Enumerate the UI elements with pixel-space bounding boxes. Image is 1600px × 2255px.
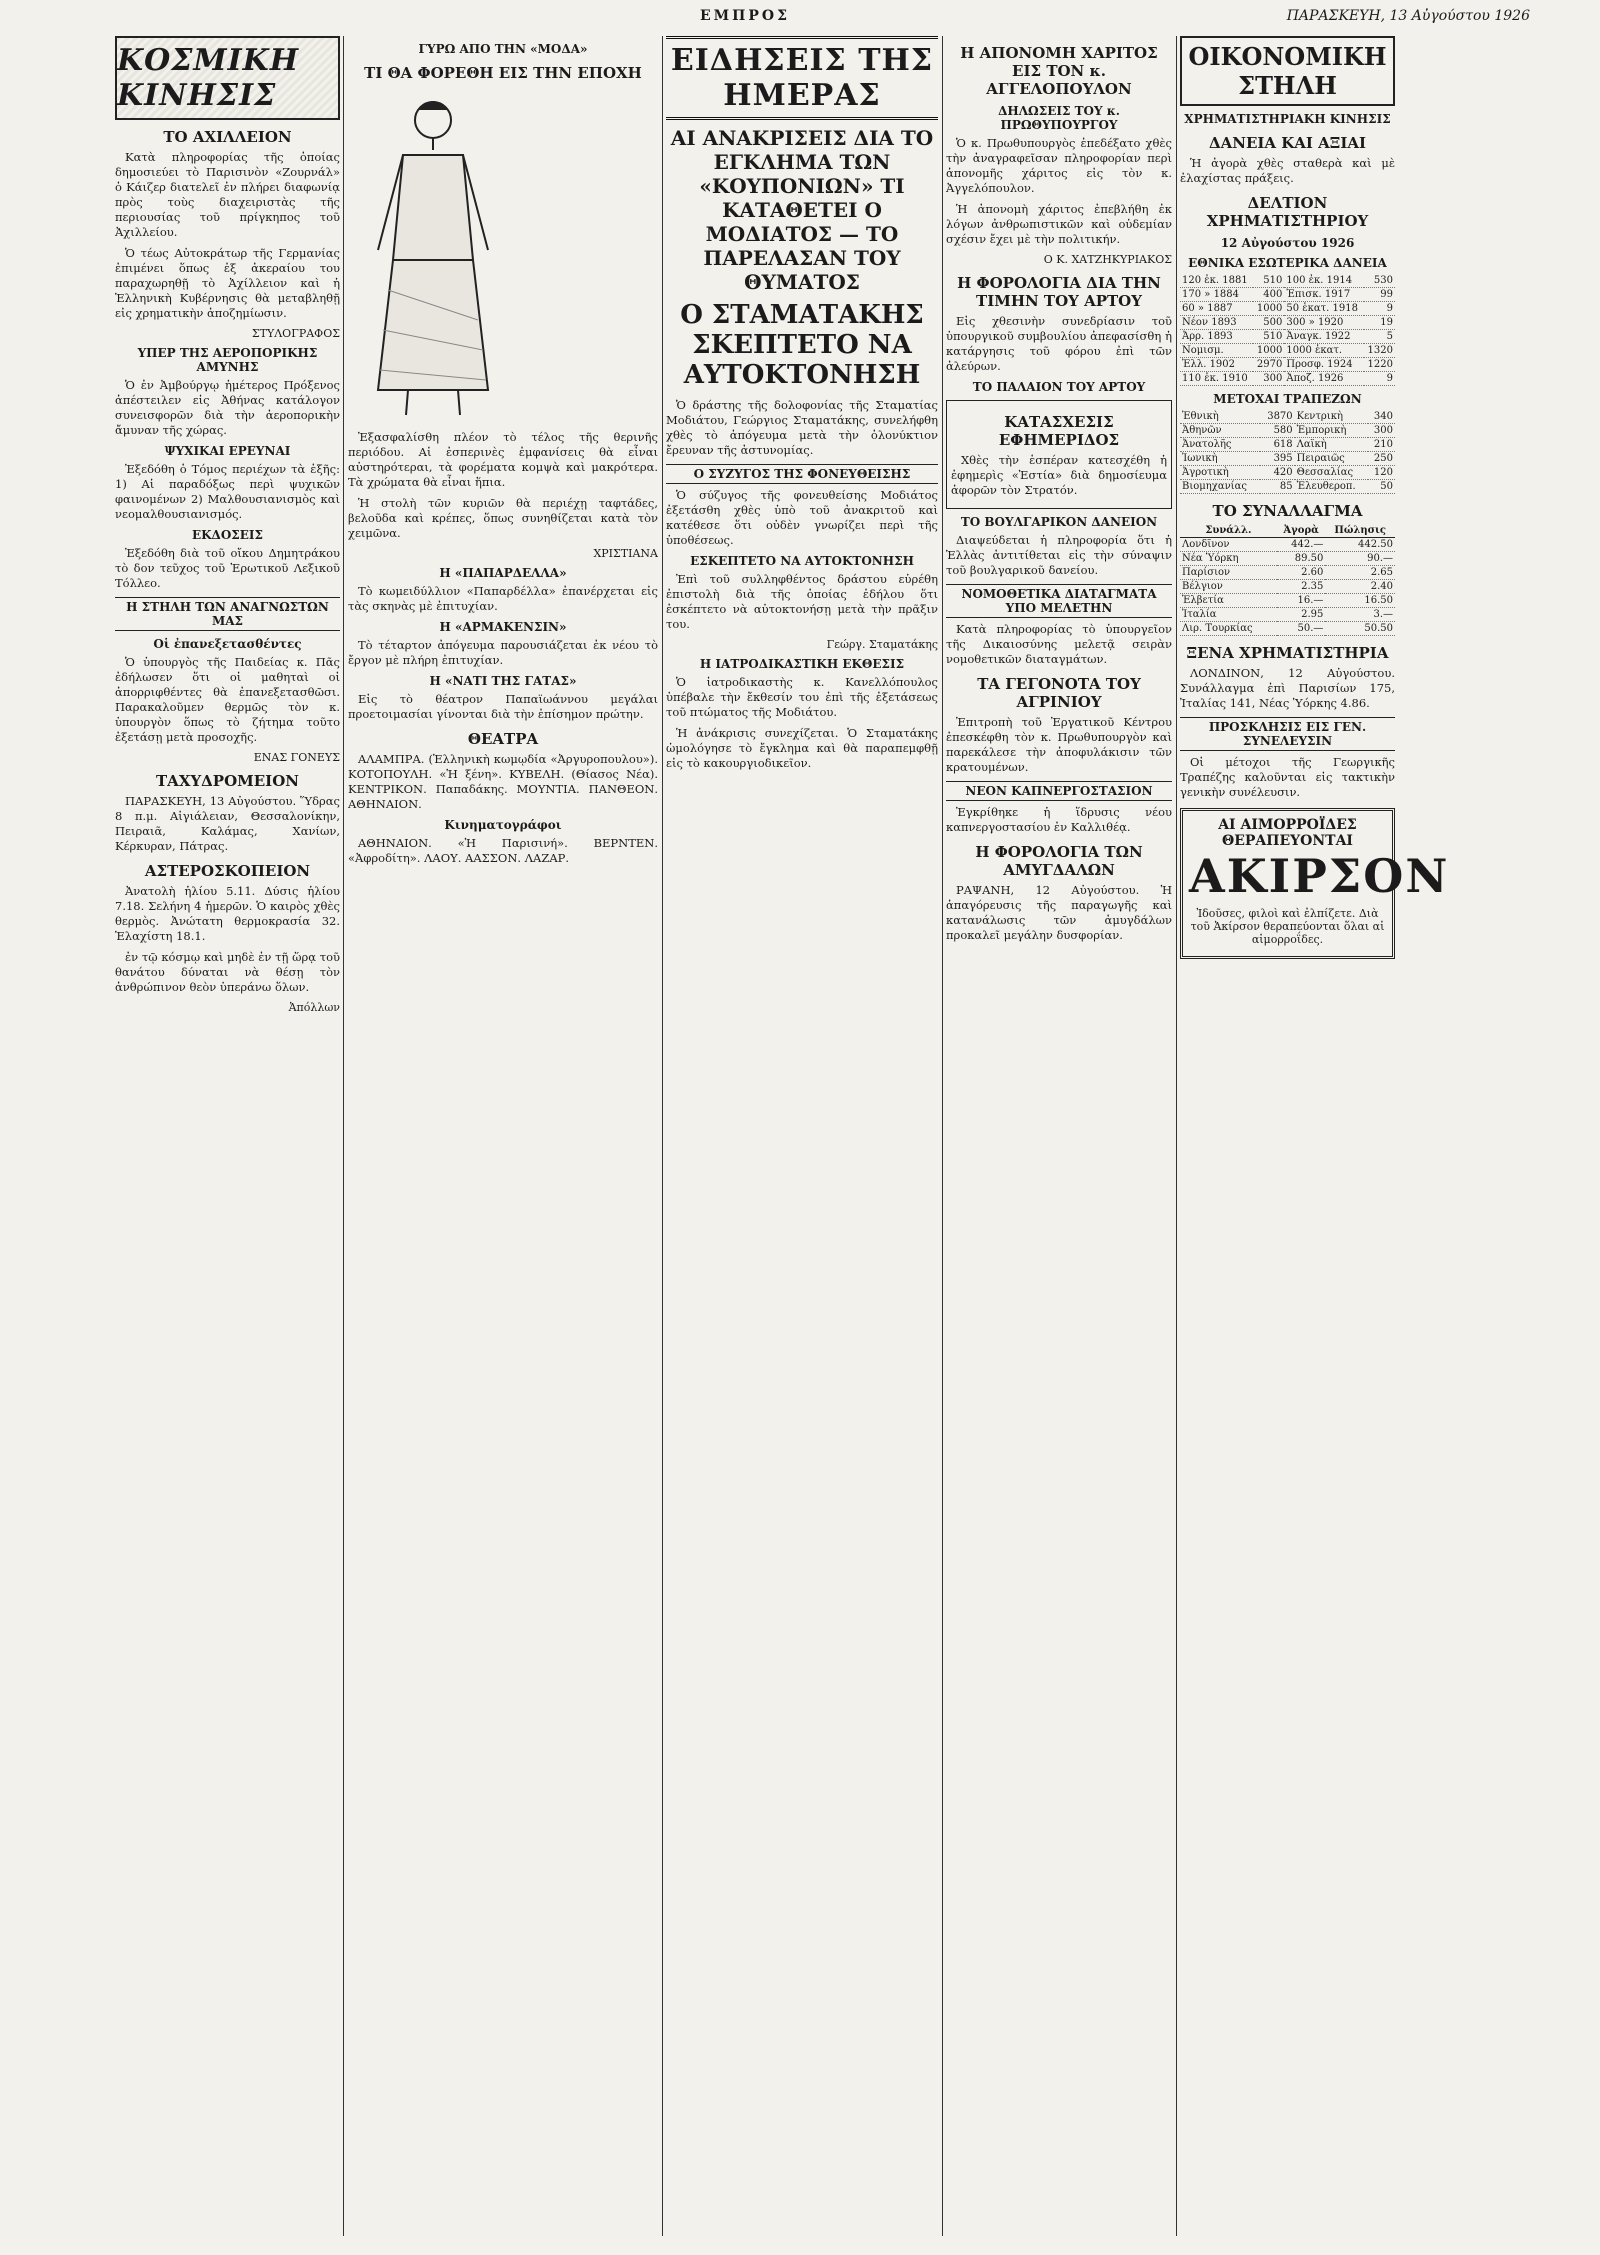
table-cell: 16.— [1277,594,1326,608]
heading-almonds: Η ΦΟΡΟΛΟΓΙΑ ΤΩΝ ΑΜΥΓΔΑΛΩΝ [975,843,1143,879]
loan-row [1180,288,1395,302]
newspaper-name: ΕΜΠΡΟΣ [700,8,791,24]
table-cell: 250 [1368,452,1395,466]
table-cell: Ἀποζ. 1926 [1284,372,1364,386]
table-cell: Ἰωνικὴ [1180,452,1260,466]
column-header: Ἀγορὰ [1277,524,1326,538]
article-text: Χθὲς τὴν ἑσπέραν κατεσχέθη ἡ ἐφημερὶς «Ἑστία» διὰ δημοσίευμα ἀφορῶν τὸν Στρατόν. [951,453,1167,497]
heading-achilleion: ΤΟ ΑΧΙΛΛΕΙΟΝ [163,128,292,146]
exchange-row [1180,566,1395,580]
table-cell: 89.50 [1277,552,1326,566]
table-cell: 100 ἐκ. 1914 [1284,274,1364,288]
table-cell: Ἐπισκ. 1917 [1284,288,1364,302]
table-cell: Λονδῖνον [1180,538,1277,552]
table-cell: 3.— [1325,608,1395,622]
table-cell: 1000 [1253,302,1284,316]
heading-national-loans: ΕΘΝΙΚΑ ΕΣΩΤΕΡΙΚΑ ΔΑΝΕΙΑ [1188,256,1387,270]
article-text: Ἐξεδόθη διὰ τοῦ οἴκου Δημητράκου τὸ δον τεῦχος τοῦ Ἐρωτικοῦ Λεξικοῦ Τόλλεο. [115,546,340,590]
table-cell: Ἐλευθεροπ. [1295,480,1368,494]
article-text: Ὁ τέως Αὐτοκράτωρ τῆς Γερμανίας ἐπιμένει ὅπως ἐξ ἀκεραίου του παραχωρηθῇ τὸ Ἀχίλλειον καὶ ἡ Ἑλληνικὴ Κυβέρνησις θὰ μεταβληθῇ εἰς χρηματικὴν ἀποζημίωσιν. [115,246,340,320]
fashion-illustration [348,90,518,420]
table-cell: 120 ἐκ. 1881 [1180,274,1253,288]
table-cell: Ἰταλία [1180,608,1277,622]
section-logo: ΚΟΣΜΙΚΗ ΚΙΝΗΣΙΣ [115,36,340,120]
issue-date: ΠΑΡΑΣΚΕΥΗ, 13 Αὐγούστου 1926 [1286,8,1530,24]
heading-seizure: ΚΑΤΑΣΧΕΣΙΣ ΕΦΗΜΕΡΙΔΟΣ [998,413,1120,449]
exchange-row [1180,622,1395,636]
exchange-row [1180,608,1395,622]
table-cell: 2.60 [1277,566,1326,580]
column-economy [1180,36,1450,2236]
article-text: ἐν τῷ κόσμῳ καὶ μηδὲ ἐν τῇ ὥρᾳ τοῦ θανάτου δύναται νὰ θέσῃ τὸν ἀνθρώπινον θεὸν ὑπεράνω ὅλων. [115,950,340,994]
article-text: Ὁ δράστης τῆς δολοφονίας τῆς Σταματίας Μοδιάτου, Γεώργιος Σταματάκης, συνελήφθη χθὲς τὸ ἀπόγευμα μετὰ τὴν ὁλονύκτιον ἔρευναν τῆς ἀστυνομίας. [666,398,938,457]
column-rule [343,36,344,2236]
article-text: ΡΑΨΑΝΗ, 12 Αὐγούστου. Ἡ ἀπαγόρευσις τῆς παραγωγῆς καὶ κατανάλωσις τῶν ἀμυγδάλων προκαλεῖ μεγάλην δυσφορίαν. [946,883,1172,942]
table-cell: Νέον 1893 [1180,316,1253,330]
bulletin-date: 12 Αὐγούστου 1926 [1220,236,1355,250]
column-social [115,36,340,2236]
loan-row [1180,372,1395,386]
article-text: Εἰς χθεσινὴν συνεδρίασιν τοῦ ὑπουργικοῦ συμβουλίου ἀπεφασίσθη ἡ κατάργησις τοῦ φόρου ἐπὶ τῶν ἀλεύρων. [946,314,1172,373]
heading-psychical: ΨΥΧΙΚΑΙ ΕΡΕΥΝΑΙ [164,444,291,458]
signature: ΕΝΑΣ ΓΟΝΕΥΣ [253,751,340,764]
column-rule [662,36,663,2236]
table-cell: Νέα Ὑόρκη [1180,552,1277,566]
article-text: Ὁ ἰατροδικαστὴς κ. Κανελλόπουλος ὑπέβαλε τὴν ἔκθεσίν του ἐπὶ τῆς ἐξετάσεως τοῦ πτώματος τῆς Μοδιάτου. [666,675,938,719]
table-cell: 618 [1260,438,1294,452]
heading-readers-column: Η ΣΤΗΛΗ ΤΩΝ ΑΝΑΓΝΩΣΤΩΝ ΜΑΣ [115,597,340,631]
heading-bread-tax: Η ΦΟΡΟΛΟΓΙΑ ΔΙΑ ΤΗΝ ΤΙΜΗΝ ΤΟΥ ΑΡΤΟΥ [957,274,1161,310]
table-cell: Ἐθνικὴ [1180,410,1260,424]
heading-meeting: ΠΡΟΣΚΛΗΣΙΣ ΕΙΣ ΓΕΝ. ΣΥΝΕΛΕΥΣΙΝ [1180,717,1395,751]
table-cell: 85 [1260,480,1294,494]
table-cell: Νομισμ. [1180,344,1253,358]
loan-row [1180,358,1395,372]
table-cell: Ἐμπορικὴ [1295,424,1368,438]
table-cell: 530 [1364,274,1395,288]
table-cell: Πειραιῶς [1295,452,1368,466]
table-cell: 3870 [1260,410,1294,424]
heading-tobacco: ΝΕΟΝ ΚΑΠΝΕΡΓΟΣΤΑΣΙΟΝ [946,781,1172,801]
ad-headline: ΑΙ ΑΙΜΟΡΡΟΪΔΕΣ ΘΕΡΑΠΕΥΟΝΤΑΙ [1218,817,1357,849]
table-cell: 2.95 [1277,608,1326,622]
heading-bank-shares: ΜΕΤΟΧΑΙ ΤΡΑΠΕΖΩΝ [1213,392,1362,406]
table-cell: 2.65 [1325,566,1395,580]
article-text: Ἐπιτροπὴ τοῦ Ἐργατικοῦ Κέντρου ἐπεσκέφθη τὸν κ. Πρωθυπουργὸν καὶ παρεκάλεσε τὴν ἀποφυλάκισιν τῶν κρατουμένων. [946,715,1172,774]
article-text: Τὸ τέταρτον ἀπόγευμα παρουσιάζεται ἐκ νέου τὸ ἔργον μὲ πλήρη ἐπιτυχίαν. [348,638,658,667]
signature: ΧΡΙΣΤΙΑΝΑ [593,547,658,560]
article-text: Ἐπὶ τοῦ συλληφθέντος δράστου εὑρέθη ἐπιστολὴ διὰ τῆς ὁποίας ἐδήλου ὅτι ἐσκέπτετο νὰ αὐτοκτονήσῃ μετὰ τὴν πρᾶξιν του. [666,572,938,631]
column-rule [1176,36,1177,2236]
table-cell: 1320 [1364,344,1395,358]
heading-loans: ΔΑΝΕΙΑ ΚΑΙ ΑΞΙΑΙ [1208,134,1367,152]
heading-theatres: ΘΕΑΤΡΑ [467,730,539,748]
article-text: ΑΛΑΜΠΡΑ. (Ἑλληνικὴ κωμῳδία «Ἀργυροπουλου»). ΚΟΤΟΠΟΥΛΗ. «Ἡ ξένη». ΚΥΒΕΛΗ. (Θίασος Νέα). ΚΕΝΤΡΙΚΟΝ. Παπαδάκης. ΜΟΥΝΤΙΑ. ΠΑΝΘΕΟΝ. ΑΘΗΝΑΙΟΝ. [348,752,658,811]
table-cell: Ἑλβετία [1180,594,1277,608]
exchange-row [1180,552,1395,566]
article-text: ΠΑΡΑΣΚΕΥΗ, 13 Αὐγούστου. Ὕδρας 8 π.μ. Αἰγιάλειαν, Θεσσαλονίκην, Πειραιᾶ, Καλάμας, Χανίων, Κέρκυραν, Πάτρας. [115,794,340,853]
bank-row [1180,452,1395,466]
exchange-row [1180,538,1395,552]
fashion-caption: ΓΥΡΩ ΑΠΟ ΤΗΝ «ΜΟΔΑ» [418,42,588,56]
table-cell: 580 [1260,424,1294,438]
exchange-table [1180,524,1395,636]
heading-bread-old: ΤΟ ΠΑΛΑΙΟΝ ΤΟΥ ΑΡΤΟΥ [972,380,1146,394]
table-cell: 500 [1253,316,1284,330]
heading-cinemas: Κινηματογράφοι [444,818,562,832]
signature: Ἀπόλλων [288,1001,340,1014]
exchange-row [1180,580,1395,594]
article-text: Ἡ ἀνάκρισις συνεχίζεται. Ὁ Σταματάκης ὡμολόγησε τὸ ἔγκλημα καὶ θὰ παραπεμφθῇ εἰς τὸ κακουργιοδικεῖον. [666,726,938,770]
table-cell: Ἀρρ. 1893 [1180,330,1253,344]
heading-bulletin: ΔΕΛΤΙΟΝ ΧΡΗΜΑΤΙΣΤΗΡΙΟΥ [1206,194,1369,230]
banks-table [1180,410,1395,494]
column-header: Πώλησις [1325,524,1395,538]
article-text: Ὁ ὑπουργὸς τῆς Παιδείας κ. Πᾶς ἐδήλωσεν ὅτι οἱ μαθηταὶ οἱ ἀπορριφθέντες θὰ ἐπανεξετασθῶσι. Παρακαλοῦμεν θερμῶς τὸν κ. ὑπουργὸν ὅπως τὸ ζήτημα τοῦτο ἐξετάσῃ μετὰ προσοχῆς. [115,655,340,744]
heading-post-office: ΤΑΧΥΔΡΟΜΕΙΟΝ [156,772,299,790]
bank-row [1180,466,1395,480]
heading-observatory: ΑΣΤΕΡΟΣΚΟΠΕΙΟΝ [144,862,311,880]
table-cell: 395 [1260,452,1294,466]
table-cell: 60 » 1887 [1180,302,1253,316]
table-cell: 300 [1253,372,1284,386]
article-text: Ὁ κ. Πρωθυπουργὸς ἐπεδέξατο χθὲς τὴν ἀναγραφεῖσαν πληροφορίαν περὶ ἀπονομῆς χάριτος εἰς τὸν κ. Ἀγγελόπουλον. [946,136,1172,195]
signature: ΣΤΥΛΟΓΡΑΦΟΣ [251,327,340,340]
box-seizure [946,400,1172,509]
heading-pm-statement: ΔΗΛΩΣΕΙΣ ΤΟΥ κ. ΠΡΩΘΥΠΟΥΡΓΟΥ [998,104,1120,132]
heading-bulgarian-loan: ΤΟ ΒΟΥΛΓΑΡΙΚΟΝ ΔΑΝΕΙΟΝ [960,515,1158,529]
table-cell: 420 [1260,466,1294,480]
table-cell: Ἀθηνῶν [1180,424,1260,438]
table-cell: 510 [1253,274,1284,288]
table-cell: Θεσσαλίας [1295,466,1368,480]
table-cell: Λαϊκὴ [1295,438,1368,452]
article-text: Διαψεύδεται ἡ πληροφορία ὅτι ἡ Ἑλλὰς ἀντιτίθεται εἰς τὴν σύναψιν τοῦ βουλγαρικοῦ δανείου. [946,533,1172,577]
economy-title: ΟΙΚΟΝΟΜΙΚΗ ΣΤΗΛΗ [1180,36,1395,106]
loan-row [1180,274,1395,288]
table-cell: 1000 ἑκατ. [1284,344,1364,358]
heading-air-defense: ΥΠΕΡ ΤΗΣ ΑΕΡΟΠΟΡΙΚΗΣ ΑΜΥΝΗΣ [137,346,318,374]
article-text: Ὁ ἐν Ἀμβούργῳ ἡμέτερος Πρόξενος ἀπέστειλεν εἰς Ἀθήνας κατάλογον συνεισφορῶν διὰ τὴν ἀεροπορικὴν ἄμυναν τῆς χώρας. [115,378,340,437]
table-cell: 50 [1368,480,1395,494]
table-cell: 50 ἑκατ. 1918 [1284,302,1364,316]
table-cell: 99 [1364,288,1395,302]
loan-row [1180,330,1395,344]
table-cell: Ἀνατολῆς [1180,438,1260,452]
table-cell: 400 [1253,288,1284,302]
table-cell: Ἀγροτικὴ [1180,466,1260,480]
heading-publications: ΕΚΔΟΣΕΙΣ [191,528,264,542]
column-header: Συνάλλ. [1180,524,1277,538]
article-text: Ἐγκρίθηκε ἡ ἵδρυσις νέου καπνεργοστασίου ἐν Καλλιθέᾳ. [946,805,1172,834]
heading-exchange-activity: ΧΡΗΜΑΤΙΣΤΗΡΙΑΚΗ ΚΙΝΗΣΙΣ [1184,112,1391,126]
column-politics [946,36,1172,2236]
article-text: ΛΟΝΔΙΝΟΝ, 12 Αὐγούστου. Συνάλλαγμα ἐπὶ Παρισίων 175, Ἰταλίας 141, Νέας Ὑόρκης 4.86. [1180,666,1395,710]
table-cell: Κεντρικὴ [1295,410,1368,424]
loan-row [1180,302,1395,316]
heading-agrinio: ΤΑ ΓΕΓΟΝΟΤΑ ΤΟΥ ΑΓΡΙΝΙΟΥ [977,675,1141,711]
headline-suicide: Ο ΣΤΑΜΑΤΑΚΗΣ ΣΚΕΠΤΕΤΟ ΝΑ ΑΥΤΟΚΤΟΝΗΣΗ [680,300,924,390]
bank-row [1180,438,1395,452]
table-cell: 210 [1368,438,1395,452]
news-banner: ΕΙΔΗΣΕΙΣ ΤΗΣ ΗΜΕΡΑΣ [666,36,938,120]
signature: Γεώργ. Σταματάκης [826,638,938,651]
heading-fashion: ΤΙ ΘΑ ΦΟΡΕΘΗ ΕΙΣ ΤΗΝ ΕΠΟΧΗ [364,64,642,82]
table-cell: Βιομηχανίας [1180,480,1260,494]
heading-nati: Η «ΝΑΤΙ ΤΗΣ ΓΑΤΑΣ» [429,674,577,688]
heading-forensic: Η ΙΑΤΡΟΔΙΚΑΣΤΙΚΗ ΕΚΘΕΣΙΣ [699,657,905,671]
table-cell: 442.50 [1325,538,1395,552]
bank-row [1180,424,1395,438]
table-cell: Βέλγιον [1180,580,1277,594]
bank-row [1180,480,1395,494]
table-cell: 510 [1253,330,1284,344]
table-cell: 2.40 [1325,580,1395,594]
article-text: Ὁ σύζυγος τῆς φονευθείσης Μοδιάτος ἐξετάσθη χθὲς ὑπὸ τοῦ ἀνακριτοῦ καὶ κατέθεσε ὅτι οὐδὲν γνωρίζει περὶ τῆς ὑποθέσεως. [666,488,938,547]
heading-pardon: Η ΑΠΟΝΟΜΗ ΧΑΡΙΤΟΣ ΕΙΣ ΤΟΝ κ. ΑΓΓΕΛΟΠΟΥΛΟΝ [960,44,1158,98]
table-cell: 300 [1368,424,1395,438]
article-text: Ἐξεδόθη ὁ Τόμος περιέχων τὰ ἑξῆς: 1) Αἱ παραδόξως περὶ ψυχικῶν φαινομένων 2) Μαλθουσιανισμὸς καὶ νεομαλθουσιανισμός. [115,462,340,521]
loan-row [1180,344,1395,358]
table-cell: 50.50 [1325,622,1395,636]
article-text: Οἱ μέτοχοι τῆς Γεωργικῆς Τραπέζης καλοῦνται εἰς τακτικὴν γενικὴν συνέλευσιν. [1180,755,1395,799]
article-text: Ἡ ἀπονομὴ χάριτος ἐπεβλήθη ἐκ λόγων ἀνθρωπιστικῶν καὶ οὐδεμίαν σχέσιν ἔχει μὲ τὴν πολιτικήν. [946,202,1172,246]
table-cell: Ἀναγκ. 1922 [1284,330,1364,344]
heading-foreign-exchanges: ΞΕΝΑ ΧΡΗΜΑΤΙΣΤΗΡΙΑ [1186,644,1389,662]
table-cell: 90.— [1325,552,1395,566]
table-cell: 442.— [1277,538,1326,552]
table-cell: Παρίσιον [1180,566,1277,580]
table-cell: 9 [1364,372,1395,386]
masthead [0,0,1600,30]
column-news [666,36,938,2236]
article-text: Ἐξασφαλίσθη πλέον τὸ τέλος τῆς θερινῆς περιόδου. Αἱ ἐσπερινὲς ἐμφανίσεις θὰ εἶναι αὐστηρότεραι, τὰ φορέματα κομψὰ καὶ μακρότερα. Τὰ χρώματα θὰ εἶναι ἥπια. [348,430,658,489]
loans-table [1180,274,1395,386]
table-cell: 50.— [1277,622,1326,636]
table-cell: 19 [1364,316,1395,330]
table-cell: 9 [1364,302,1395,316]
heading-decrees: ΝΟΜΟΘΕΤΙΚΑ ΔΙΑΤΑΓΜΑΤΑ ΥΠΟ ΜΕΛΕΤΗΝ [946,584,1172,618]
heading-papardella: Η «ΠΑΠΑΡΔΕΛΛΑ» [439,566,567,580]
table-cell: 2.35 [1277,580,1326,594]
exchange-row [1180,594,1395,608]
table-cell: 300 » 1920 [1284,316,1364,330]
table-cell: 120 [1368,466,1395,480]
ad-product-name: ΑΚΙΡΣΟΝ [1189,849,1450,903]
table-cell: 1000 [1253,344,1284,358]
heading-suicide-thought: ΕΣΚΕΠΤΕΤΟ ΝΑ ΑΥΤΟΚΤΟΝΗΣΗ [690,554,914,568]
heading-exchange: ΤΟ ΣΥΝΑΛΛΑΓΜΑ [1212,502,1363,520]
table-cell: 1220 [1364,358,1395,372]
headline-investigation: ΑΙ ΑΝΑΚΡΙΣΕΙΣ ΔΙΑ ΤΟ ΕΓΚΛΗΜΑ ΤΩΝ «ΚΟΥΠΟΝΙΩΝ» ΤΙ ΚΑΤΑΘΕΤΕΙ Ο ΜΟΔΙΑΤΟΣ — ΤΟ ΠΑΡΕΛΑΣΑΝ ΤΟΥ ΘΥΜΑΤΟΣ [670,126,934,294]
ad-text: Ἰδοῦσες, φιλοὶ καὶ ἐλπίζετε. Διὰ τοῦ Ἀκίρσον θεραπεύονται ὅλαι αἱ αἱμορροΐδες. [1190,907,1385,946]
heading-armakensin: Η «ΑΡΜΑΚΕΝΣΙΝ» [439,620,567,634]
article-text: Ἀνατολὴ ἡλίου 5.11. Δύσις ἡλίου 7.18. Σελήνη 4 ἡμερῶν. Ὁ καιρὸς χθὲς θερμὸς. Ἀνώτατη θερμοκρασία 32. Ἐλαχίστη 18.1. [115,884,340,943]
bank-row [1180,410,1395,424]
article-text: Τὸ κωμειδύλλιον «Παπαρδέλλα» ἐπανέρχεται εἰς τὰς σκηνὰς μὲ ἐπιτυχίαν. [348,584,658,613]
article-text: Κατὰ πληροφορίας τῆς ὁποίας δημοσιεύει τὸ Παρισινὸν «Ζουρνάλ» ὁ Κάιζερ διατελεῖ ἐν πλήρει διαφωνίᾳ πρὸς τοὺς διαχειριστὰς τῆς περιουσίας τοῦ πρίγκηπος τοῦ Ἀχιλλείου. [115,150,340,239]
article-text: Εἰς τὸ θέατρον Παπαϊωάννου μεγάλαι προετοιμασίαι γίνονται διὰ τὴν ἐπίσημον πρώτην. [348,692,658,721]
article-text: Κατὰ πληροφορίας τὸ ὑπουργεῖον τῆς Δικαιοσύνης μελετᾷ σειρὰν νομοθετικῶν διαταγμάτων. [946,622,1172,666]
table-cell: 110 ἐκ. 1910 [1180,372,1253,386]
column-rule [942,36,943,2236]
table-cell: Ἐλλ. 1902 [1180,358,1253,372]
article-text: ΑΘΗΝΑΙΟΝ. «Ἡ Παρισινή». ΒΕΡΝΤΕΝ. «Ἀφροδίτη». ΛΑΟΥ. ΑΑΣΣΟΝ. ΛΑΖΑΡ. [348,836,658,865]
table-cell: 5 [1364,330,1395,344]
loan-row [1180,316,1395,330]
signature: Ο Κ. ΧΑΤΖΗΚΥΡΙΑΚΟΣ [1043,253,1172,266]
table-cell: 170 » 1884 [1180,288,1253,302]
heading-husband: Ο ΣΥΖΥΓΟΣ ΤΗΣ ΦΟΝΕΥΘΕΙΣΗΣ [666,464,938,484]
heading-reexamined: Οἱ ἐπανεξετασθέντες [153,637,302,651]
table-cell: Λιρ. Τουρκίας [1180,622,1277,636]
column-fashion [348,36,658,2236]
table-cell: 2970 [1253,358,1284,372]
table-cell: 16.50 [1325,594,1395,608]
article-text: Ἡ στολὴ τῶν κυριῶν θὰ περιέχῃ ταφτάδες, βελοῦδα καὶ κρέπες, ὅπως συνηθίζεται κατὰ τὸν χειμῶνα. [348,496,658,540]
article-text: Ἡ ἀγορὰ χθὲς σταθερὰ καὶ μὲ ἐλαχίστας πράξεις. [1180,156,1395,185]
table-cell: 340 [1368,410,1395,424]
table-cell: Προσφ. 1924 [1284,358,1364,372]
advertisement [1180,808,1450,959]
